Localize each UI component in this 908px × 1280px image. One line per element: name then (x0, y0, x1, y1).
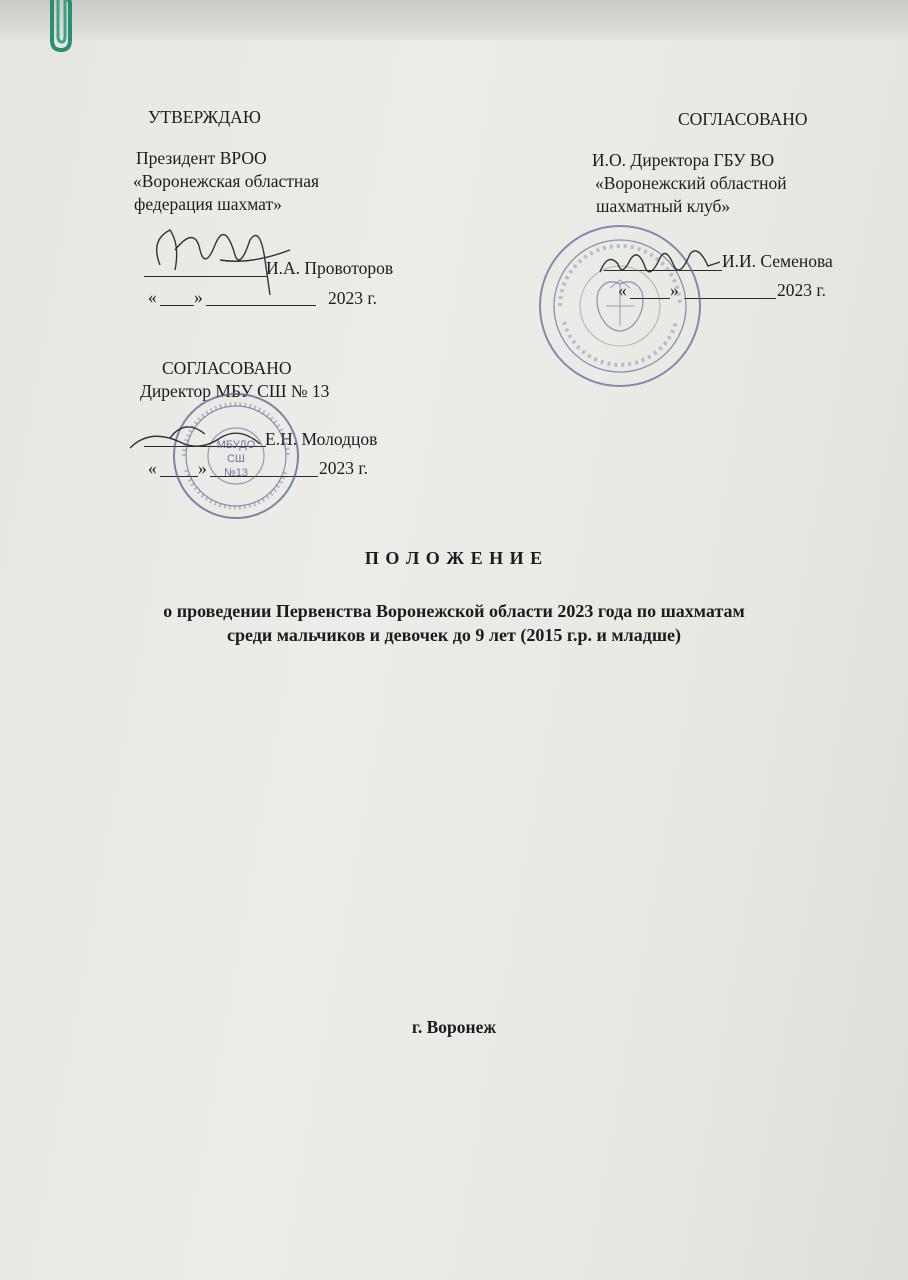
left-day-line (160, 305, 194, 306)
svg-text:№13: №13 (223, 467, 249, 479)
lower-year: 2023 г. (319, 458, 368, 478)
lower-date-open-quote: « (148, 458, 157, 478)
right-approval-line2: «Воронежский областной (595, 173, 787, 193)
right-year: 2023 г. (777, 280, 826, 300)
page-edge (0, 0, 908, 40)
lower-signer-name: Е.Н. Молодцов (265, 429, 378, 449)
left-date-close-quote: » (194, 287, 203, 307)
lower-date-close-quote: » (198, 458, 207, 478)
document-title: П О Л О Ж Е Н И Е (364, 548, 544, 568)
left-date-open-quote: « (148, 287, 157, 307)
lower-signature (110, 408, 270, 468)
svg-text:СШ: СШ (226, 453, 246, 465)
left-approval-line1: Президент ВРОО (136, 148, 267, 168)
lower-approval-heading: СОГЛАСОВАНО (162, 358, 292, 378)
svg-text:МБУДО: МБУДО (216, 439, 256, 451)
document-city: г. Воронеж (411, 1017, 497, 1037)
right-date-close-quote: » (670, 280, 679, 300)
right-signer-name: И.И. Семенова (722, 251, 833, 271)
lower-approval-line1: Директор МБУ СШ № 13 (140, 381, 330, 401)
left-year: 2023 г. (328, 288, 377, 308)
document-subtitle-line2: среди мальчиков и девочек до 9 лет (2015 г.р. и младше) (226, 625, 681, 645)
left-approval-heading: УТВЕРЖДАЮ (148, 107, 261, 127)
right-approval-heading: СОГЛАСОВАНО (678, 109, 808, 129)
paperclip-icon (42, 0, 82, 54)
right-date-open-quote: « (618, 280, 627, 300)
left-month-line (206, 305, 316, 306)
right-approval-line1: И.О. Директора ГБУ ВО (592, 150, 775, 170)
document-subtitle-line1: о проведении Первенства Воронежской области 2023 года по шахматам (163, 601, 745, 621)
left-signer-name: И.А. Провоторов (266, 258, 394, 278)
left-approval-line2: «Воронежская областная (133, 171, 320, 191)
right-signature (590, 232, 730, 292)
left-approval-line3: федерация шахмат» (134, 194, 282, 214)
right-approval-line3: шахматный клуб» (596, 196, 731, 216)
left-signature (140, 210, 300, 305)
